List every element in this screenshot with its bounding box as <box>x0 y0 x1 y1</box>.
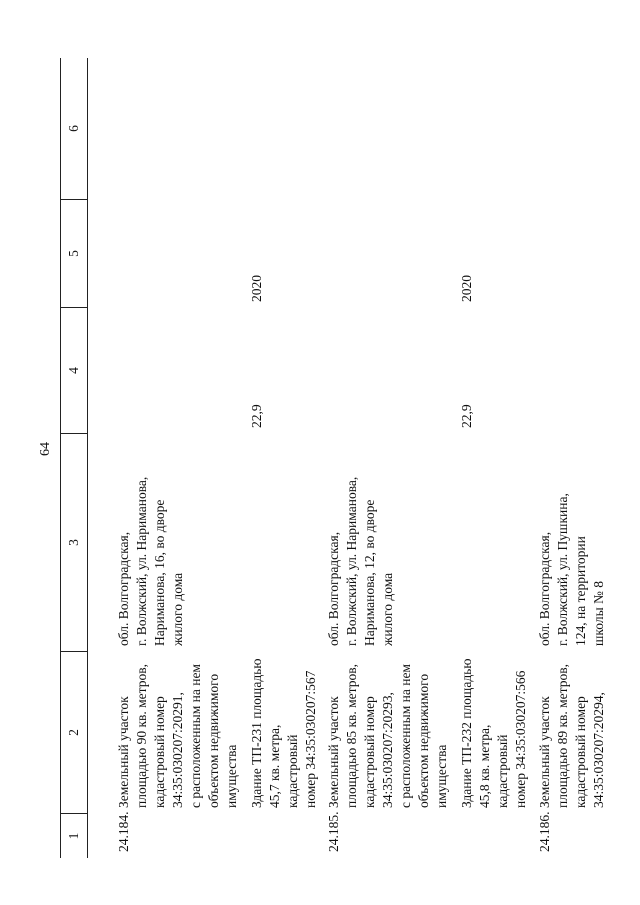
item-value-col4: 22,9 <box>249 404 264 428</box>
column-header-3: 3 <box>60 434 88 652</box>
column-header-2: 2 <box>60 652 88 814</box>
property-table <box>60 58 615 858</box>
row-number: 24.186. <box>537 811 552 852</box>
item-description: Земельный участок площадью 89 кв. метров, кадастровый номер 34:35:030207:20294, <box>537 664 606 808</box>
row-number: 24.184. <box>116 811 131 852</box>
item-address: обл. Волгоградская, г. Волжский, ул. Нариманова, Нариманова, 12, во дворе жилого дома <box>326 476 395 646</box>
column-header-6: 6 <box>60 58 88 200</box>
item-description: Земельный участок площадью 85 кв. метров, кадастровый номер 34:35:030207:20293, с расположенным на нем объектом недвижимого имущества <box>326 664 449 808</box>
column-header-4: 4 <box>60 308 88 434</box>
item-value-col5: 2020 <box>459 275 474 302</box>
item-value-col5: 2020 <box>249 275 264 302</box>
column-header-1: 1 <box>60 814 88 858</box>
item-description: Здание ТП-231 площадью 45,7 кв. метра, кадастровый номер 34:35:030207:567 <box>249 658 318 808</box>
item-description: Здание ТП-232 площадью 45,8 кв. метра, кадастровый номер 34:35:030207:566 <box>459 658 528 808</box>
item-address: обл. Волгоградская, г. Волжский, ул. Нариманова, Нариманова, 16, во дворе жилого дома <box>116 476 185 646</box>
item-value-col4: 22,9 <box>459 404 474 428</box>
item-description: Земельный участок площадью 90 кв. метров, кадастровый номер 34:35:030207:20291, с расположенным на нем объектом недвижимого имущества <box>116 664 239 808</box>
column-header-5: 5 <box>60 200 88 308</box>
page-number: 64 <box>38 442 53 456</box>
row-number: 24.185. <box>326 811 341 852</box>
item-address: обл. Волгоградская, г. Волжский, ул. Пушкина, 124, на территории школы № 8 <box>537 493 606 646</box>
